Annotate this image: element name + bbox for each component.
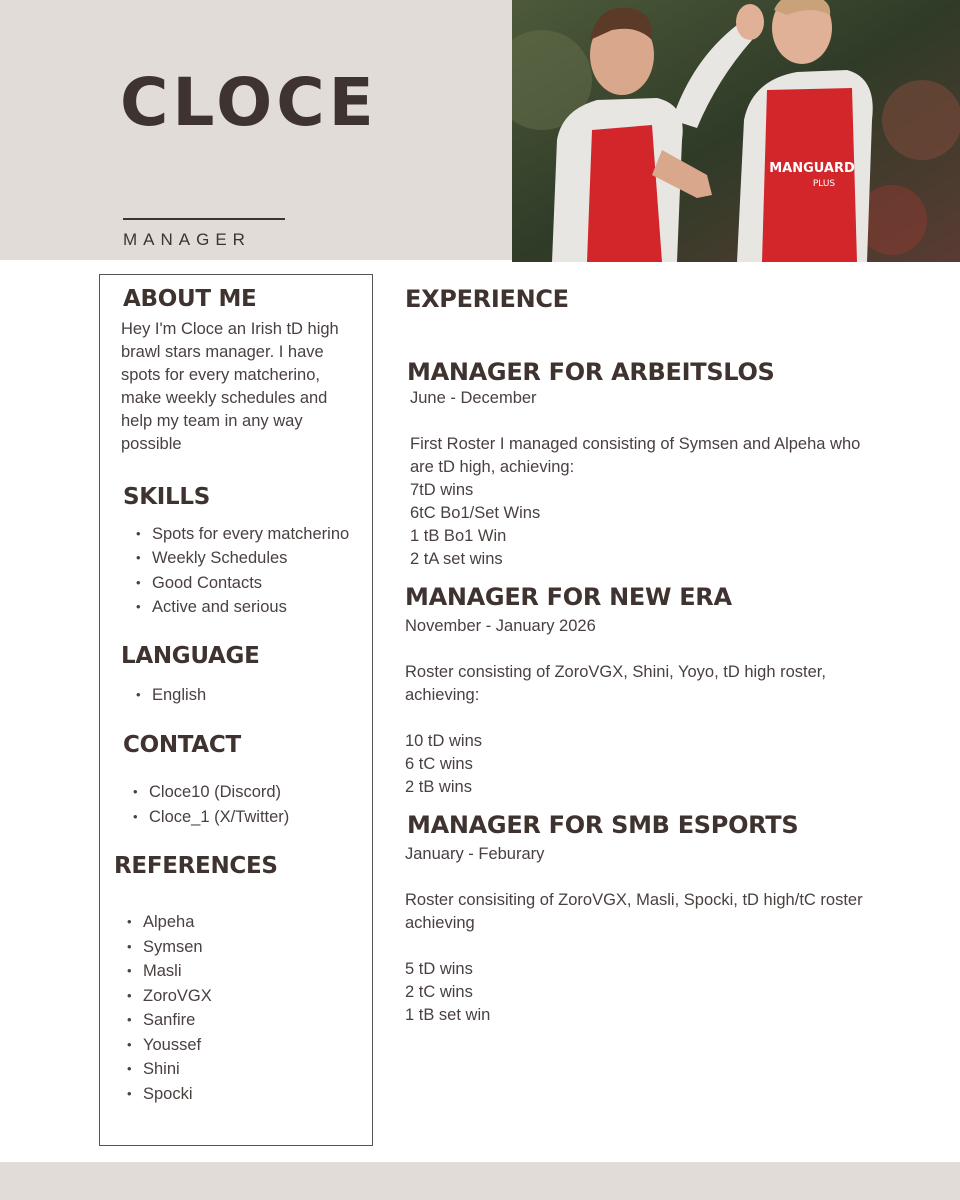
list-item: • Sanfire xyxy=(121,1008,212,1033)
list-item: • Spots for every matcherino xyxy=(130,522,349,546)
list-item: • Cloce_1 (X/Twitter) xyxy=(127,805,289,830)
job-line: achieving xyxy=(405,914,475,932)
about-text xyxy=(121,318,361,456)
job-line: 1 tB Bo1 Win xyxy=(410,527,507,545)
job-role: MANAGER xyxy=(123,230,251,249)
list-item: • ZoroVGX xyxy=(121,984,212,1009)
job-line: 2 tB wins xyxy=(405,778,472,796)
name-divider xyxy=(123,218,285,220)
job-line: are tD high, achieving: xyxy=(410,458,575,476)
list-item: • Spocki xyxy=(121,1082,212,1107)
references-heading: REFERENCES xyxy=(114,853,278,879)
job-details xyxy=(405,615,826,799)
skills-heading: SKILLS xyxy=(123,484,211,510)
list-item: • Masli xyxy=(121,959,212,984)
list-item: • English xyxy=(130,683,206,707)
about-line: possible xyxy=(121,435,182,453)
svg-text:MANGUARD: MANGUARD xyxy=(769,161,855,176)
about-line: spots for every matcherino, xyxy=(121,366,320,384)
job-line: 10 tD wins xyxy=(405,732,483,750)
job-line: 2 tC wins xyxy=(405,983,473,1001)
job-line: 7tD wins xyxy=(410,481,474,499)
language-heading: LANGUAGE xyxy=(121,643,260,669)
experience-heading: EXPERIENCE xyxy=(405,285,569,313)
footer-band xyxy=(0,1162,960,1200)
header-photo xyxy=(512,0,960,262)
job-line xyxy=(405,707,826,730)
job-line: First Roster I managed consisting of Symsen and Alpeha who xyxy=(410,435,861,453)
job-line: 2 tA set wins xyxy=(410,550,503,568)
job-details xyxy=(405,843,863,1027)
contact-heading: CONTACT xyxy=(123,732,241,758)
list-item: • Symsen xyxy=(121,935,212,960)
job-line: 6tC Bo1/Set Wins xyxy=(410,504,541,522)
list-item: • Shini xyxy=(121,1057,212,1082)
job-line xyxy=(405,935,863,958)
language-list xyxy=(130,683,206,707)
job-details xyxy=(410,387,860,571)
list-item: • Weekly Schedules xyxy=(130,546,349,570)
job-line: 5 tD wins xyxy=(405,960,473,978)
skills-list xyxy=(130,522,349,619)
about-line: Hey I'm Cloce an Irish tD high xyxy=(121,320,339,338)
list-item: • Youssef xyxy=(121,1033,212,1058)
list-item: • Alpeha xyxy=(121,910,212,935)
contact-list xyxy=(127,780,289,829)
players-photo-illustration xyxy=(512,0,960,262)
job-line: November - January 2026 xyxy=(405,617,596,635)
job-line: achieving: xyxy=(405,686,480,704)
about-heading: ABOUT ME xyxy=(123,286,257,312)
about-line: help my team in any way xyxy=(121,412,303,430)
about-line: brawl stars manager. I have xyxy=(121,343,324,361)
job-line xyxy=(405,866,863,889)
job-title: MANAGER FOR NEW ERA xyxy=(405,583,732,611)
job-line: January - Feburary xyxy=(405,845,545,863)
references-list xyxy=(121,910,212,1106)
list-item: • Active and serious xyxy=(130,595,349,619)
person-name: CLOCE xyxy=(120,64,378,141)
job-line: Roster consisting of ZoroVGX, Shini, Yoyo, tD high roster, xyxy=(405,663,826,681)
list-item: • Cloce10 (Discord) xyxy=(127,780,289,805)
job-line: Roster consisiting of ZoroVGX, Masli, Spocki, tD high/tC roster xyxy=(405,891,863,909)
job-line: 1 tB set win xyxy=(405,1006,491,1024)
job-title: MANAGER FOR ARBEITSLOS xyxy=(407,358,775,386)
job-line xyxy=(405,638,826,661)
job-line xyxy=(410,410,860,433)
list-item: • Good Contacts xyxy=(130,571,349,595)
about-line: make weekly schedules and xyxy=(121,389,328,407)
job-line: 6 tC wins xyxy=(405,755,473,773)
job-line: June - December xyxy=(410,389,537,407)
job-title: MANAGER FOR SMB ESPORTS xyxy=(407,811,799,839)
svg-text:PLUS: PLUS xyxy=(812,179,836,189)
